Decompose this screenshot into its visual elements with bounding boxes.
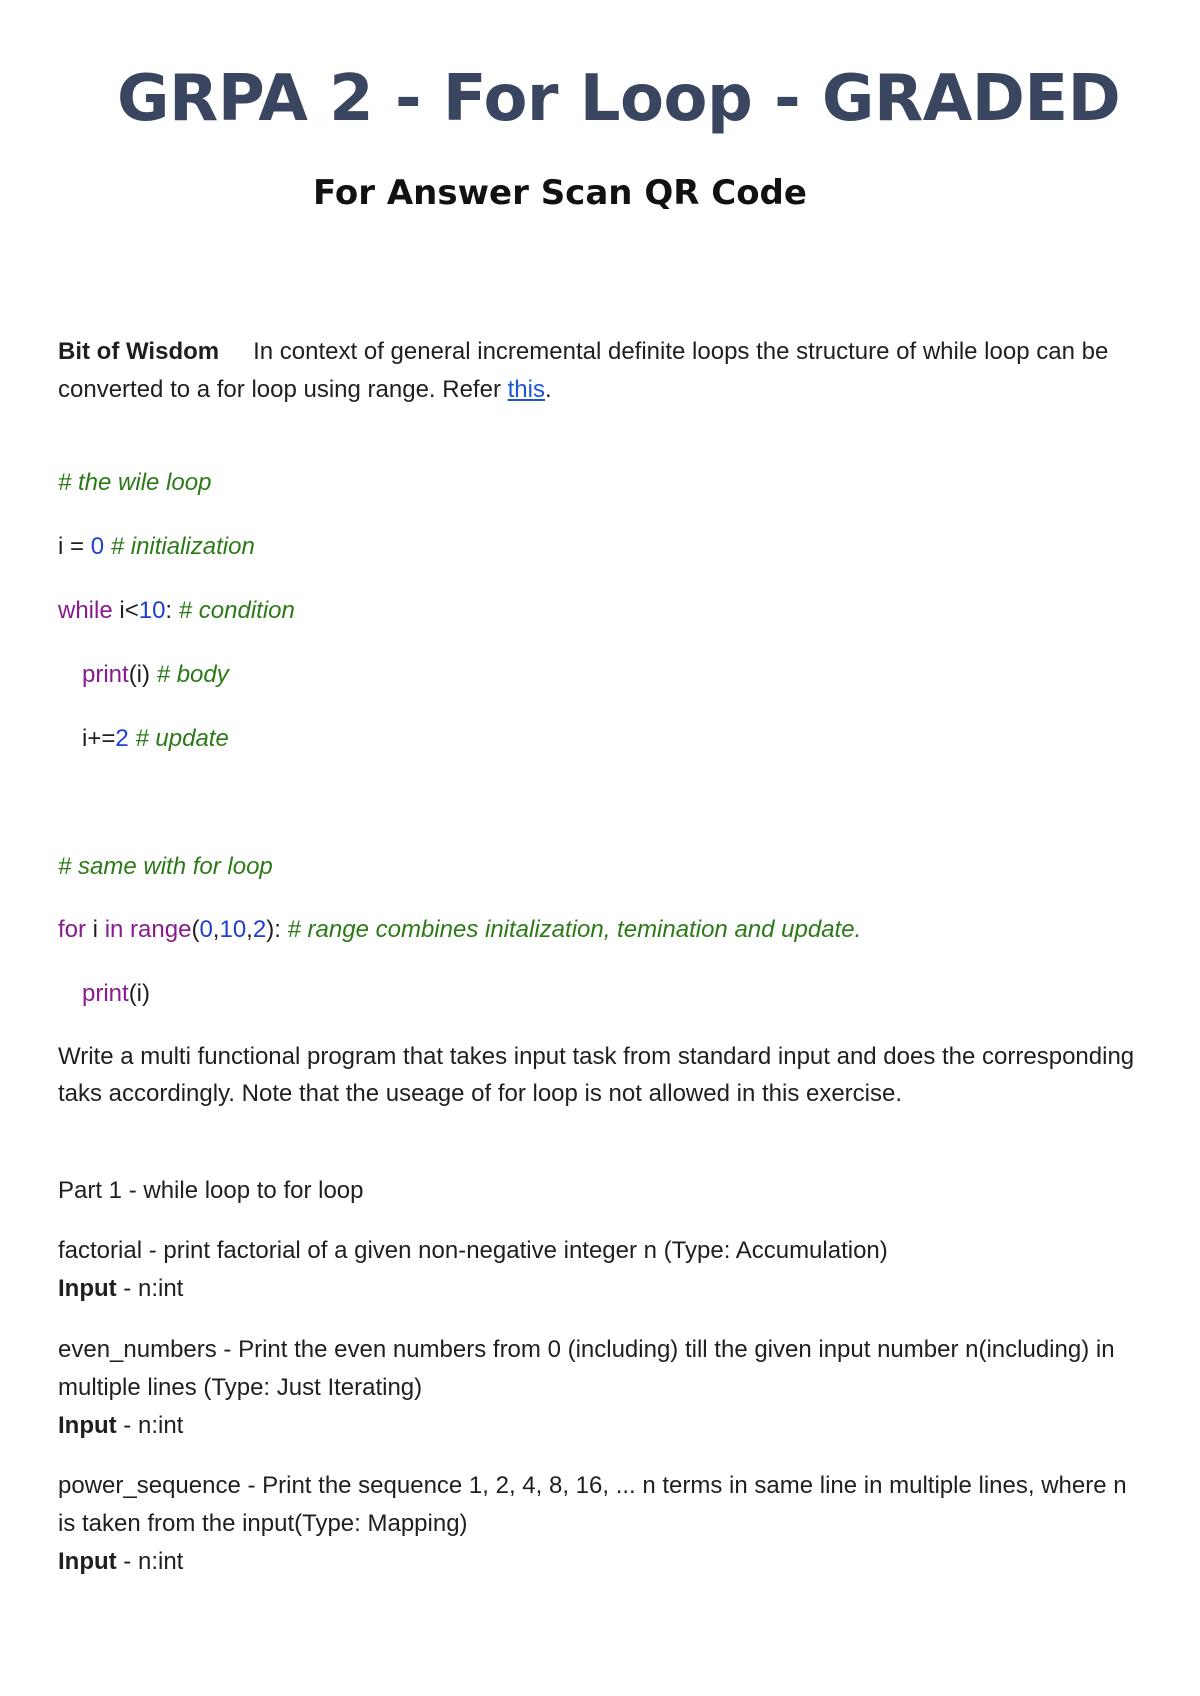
code-line-while [58,592,1148,630]
code-number: 2 [115,725,129,752]
input-spec: - n:int [116,1275,184,1302]
page-title: GRPA 2 - For Loop - GRADED [117,62,1121,136]
code-line-body [82,656,1172,694]
code-text: i+= [82,725,116,752]
code-keyword: in [104,916,124,943]
code-comment: # update [128,725,229,752]
code-number: 10 [219,916,247,943]
code-text: i< [112,597,139,624]
page-subtitle: For Answer Scan QR Code [313,173,807,213]
code-line-for-body [82,975,1172,1013]
code-keyword: print [82,980,129,1007]
code-line-comment-while [58,464,1148,502]
code-text: ( [191,916,200,943]
code-text: i = [58,533,91,560]
input-label: Input [58,1548,117,1575]
task-description: even_numbers - Print the even numbers from 0 (including) till the given input number n(including) in multiple lines (Type: Just Iterating) [58,1336,1115,1401]
code-line-init [58,528,1148,566]
code-comment: # range combines initalization, temination and update. [287,916,862,943]
input-label: Input [58,1412,117,1439]
code-number: 0 [199,916,213,943]
task-description: factorial - print factorial of a given non-negative integer n (Type: Accumulation) [58,1237,888,1264]
refer-link[interactable]: this [507,376,545,403]
task-even-numbers [58,1331,1148,1445]
code-text: i [86,916,105,943]
code-text: , [212,916,220,943]
code-comment: # initialization [104,533,255,560]
input-label: Input [58,1275,117,1302]
code-line-comment-for [58,848,1148,886]
part1-heading: Part 1 - while loop to for loop [58,1177,364,1204]
task-power-sequence [58,1467,1148,1581]
code-comment: # same with for loop [58,853,273,880]
code-comment: # the wile loop [58,469,212,496]
code-comment: # condition [178,597,295,624]
code-text: ): [266,916,288,943]
code-keyword: while [58,597,113,624]
wisdom-end: . [544,376,552,403]
task-factorial [58,1232,1148,1308]
code-keyword: for [58,916,87,943]
code-number: 10 [138,597,166,624]
code-keyword: print [82,661,129,688]
task-description: power_sequence - Print the sequence 1, 2, 4, 8, 16, ... n terms in same line in multiple lines, where n is taken from the input(Type: Mapping) [58,1472,1127,1537]
code-text: : [165,597,179,624]
code-keyword: range [130,916,192,943]
wisdom-text: In context of general incremental definite loops the structure of while loop can be converted to a for loop using range. Refer [58,338,1109,403]
code-text: (i) [128,661,157,688]
code-text: , [246,916,253,943]
intro-paragraph: Write a multi functional program that takes input task from standard input and does the corresponding taks accordingly. Note that the useage of for loop is not allowed in this exercise. [58,1043,1135,1107]
code-number: 0 [90,533,105,560]
input-spec: - n:int [116,1412,184,1439]
wisdom-label: Bit of Wisdom [58,338,220,365]
code-line-for [58,911,1148,949]
wisdom-paragraph [58,333,1148,409]
code-number: 2 [252,916,267,943]
code-line-update [82,720,1172,758]
input-spec: - n:int [116,1548,184,1575]
code-text: (i) [128,980,151,1007]
code-comment: # body [156,661,229,688]
